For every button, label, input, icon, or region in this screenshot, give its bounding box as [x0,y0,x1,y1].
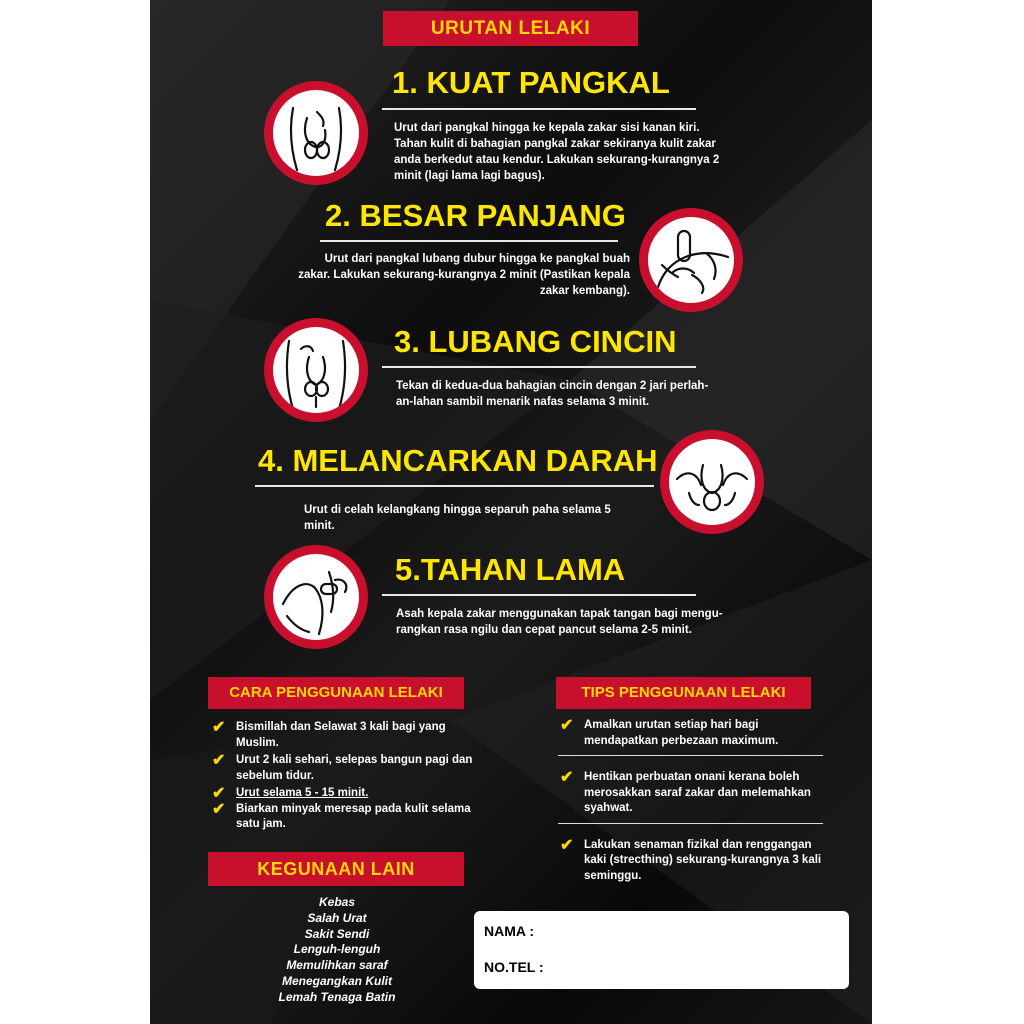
tips-item [558,838,823,891]
step-4-line: minit. [304,520,335,532]
usage-item-text: Urut selama 5 - 15 minit. [236,787,369,799]
step-3-rule [382,366,696,368]
step-2-heading: 2. BESAR PANJANG [325,198,626,233]
check-icon: ✔ [560,836,574,854]
step-2-line: zakar kembang). [539,285,630,297]
poster-title: URUTAN LELAKI [383,11,638,46]
step-1-line: Tahan kulit di bahagian pangkal zakar sekiranya kulit zakar [394,138,716,150]
tips-item-text: Amalkan urutan setiap hari bagi mendapatkan perbezaan maximum. [584,719,779,747]
step-2-icon-ring [639,208,743,312]
check-icon: ✔ [560,717,574,734]
poster [150,0,872,1024]
step-2-line: zakar. Lakukan sekurang-kurangnya 2 minit (Pastikan kepala [298,269,630,281]
step-4-line: Urut di celah kelangkang hingga separuh paha selama 5 [304,504,611,516]
step-3-description [396,378,756,410]
step-1-line: anda berkedut atau kendur. Lakukan sekurang-kurangnya 2 [394,154,720,166]
check-icon: ✔ [212,800,226,818]
step-3-line: an-lahan sambil menarik nafas selama 3 minit. [396,396,650,408]
usage-item-text: Urut 2 kali sehari, selepas bangun pagi dan sebelum tidur. [236,754,473,782]
step-5-line: rangkan rasa ngilu dan cepat pancut selama 2-5 minit. [396,624,692,636]
step-5-line: Asah kepala zakar menggunakan tapak tangan bagi mengu- [396,608,723,620]
tips-item-text: Hentikan perbuatan onani kerana boleh merosakkan saraf zakar dan melemahkan syahwat. [584,771,811,814]
tips-list [558,718,823,904]
customer-form-box [474,911,849,989]
check-icon: ✔ [212,719,226,736]
step-2-description [250,251,630,299]
other-uses-item: Kebas [318,895,356,909]
check-icon: ✔ [212,785,226,802]
step-1-line: minit (lagi lama lagi bagus). [394,170,545,182]
usage-item [210,720,480,751]
name-label: NAMA : [484,923,535,939]
usage-item [210,753,480,784]
step-1-rule [382,108,696,110]
step-4-heading: 4. MELANCARKAN DARAH [258,443,658,478]
tips-title: TIPS PENGGUNAAN LELAKI [556,677,811,709]
groin-massage-icon [273,90,359,176]
other-uses-item: Memulihkan saraf [286,958,388,973]
usage-item [210,786,480,802]
step-1-description [394,120,754,184]
step-3-heading: 3. LUBANG CINCIN [394,324,677,359]
other-uses-item: Sakit Sendi [304,926,370,941]
step-2-line: Urut dari pangkal lubang dubur hingga ke pangkal buah [324,253,630,265]
step-2-rule [320,240,618,242]
other-uses-list [238,895,436,1006]
ring-press-icon [273,327,359,413]
step-3-line: Tekan di kedua-dua bahagian cincin dengan 2 jari perlah- [396,380,709,392]
usage-title: CARA PENGGUNAAN LELAKI [208,677,464,709]
step-5-icon-ring [264,545,368,649]
step-1-icon-ring [264,81,368,185]
step-4-icon-ring [660,430,764,534]
other-uses-item: Lenguh-lenguh [293,942,381,957]
other-uses-item: Salah Urat [307,910,367,925]
step-4-description [304,502,664,534]
tips-item [558,770,823,824]
step-5-description [396,606,766,638]
other-uses-title: KEGUNAAN LAIN [208,852,464,886]
inner-thigh-icon [669,439,755,525]
other-uses-item: Lemah Tenaga Batin [278,989,396,1004]
step-5-heading: 5.TAHAN LAMA [395,552,626,587]
step-5-rule [382,594,696,596]
step-4-rule [255,485,654,487]
hand-stroke-icon [648,217,734,303]
tips-item-text: Lakukan senaman fizikal dan renggangan kaki (strecthing) sekurang-kurangnya 3 kali seminggu. [584,838,822,882]
palm-rub-icon [273,554,359,640]
step-1-line: Urut dari pangkal hingga ke kepala zakar sisi kanan kiri. [394,122,700,134]
tips-item [558,718,823,756]
usage-item-text: Bismillah dan Selawat 3 kali bagi yang Muslim. [236,721,446,749]
usage-list [210,720,480,833]
check-icon: ✔ [560,769,574,786]
step-3-icon-ring [264,318,368,422]
other-uses-item: Menegangkan Kulit [281,973,392,988]
step-1-heading: 1. KUAT PANGKAL [392,65,670,100]
usage-item [210,802,480,833]
usage-item-text: Biarkan minyak meresap pada kulit selama satu jam. [236,802,471,830]
phone-label: NO.TEL : [484,959,544,975]
check-icon: ✔ [212,752,226,769]
